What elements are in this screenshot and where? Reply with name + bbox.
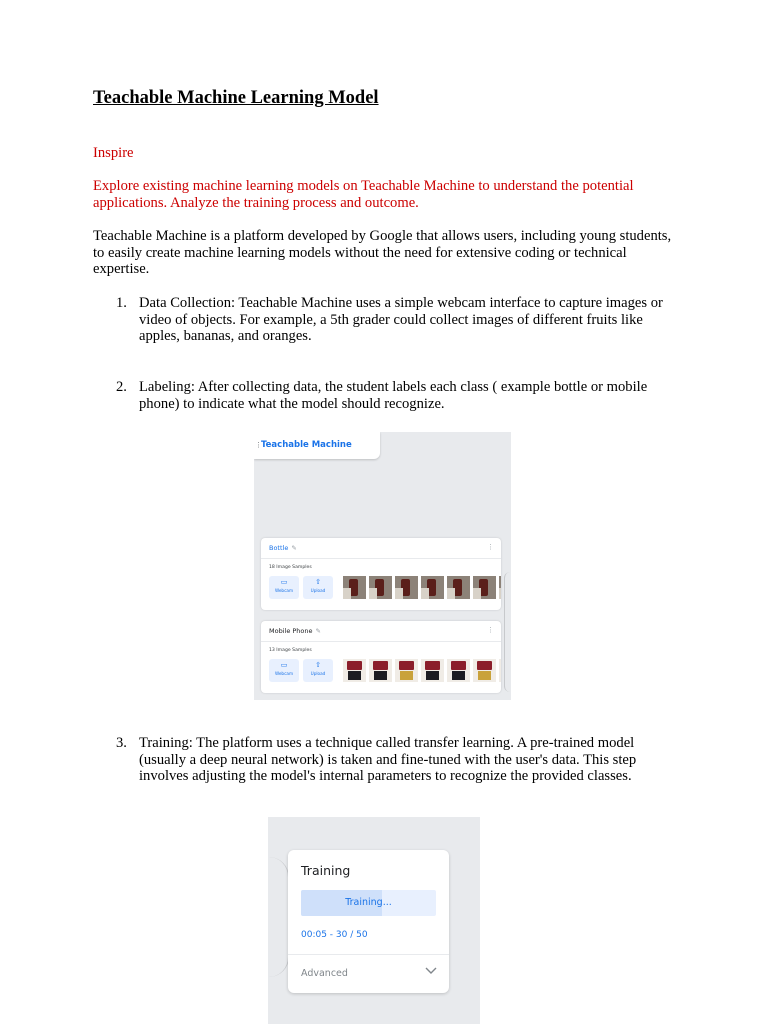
- upload-label: Upload: [310, 588, 326, 593]
- chevron-down-icon[interactable]: [425, 966, 437, 976]
- class-name[interactable]: Mobile Phone ✎: [269, 627, 321, 635]
- list-number-2: 2.: [116, 379, 127, 395]
- inspire-text: Explore existing machine learning models on Teachable Machine to understand the potential applications. Analyze the training process and outcome.: [93, 178, 634, 211]
- webcam-button[interactable]: [269, 576, 299, 599]
- document-title: Teachable Machine Learning Model: [93, 88, 379, 108]
- upload-icon: ⇧: [315, 661, 321, 669]
- sample-thumbnail[interactable]: [421, 576, 444, 599]
- sample-thumbnail[interactable]: [395, 576, 418, 599]
- upload-button[interactable]: [303, 576, 333, 599]
- list-item-training: Training: The platform uses a technique called transfer learning. A pre-trained model (usually a deep neural network) is taken and fine-tuned with the user's data. This step involves adjusting the model's internal parameters to recognize the provided classes.: [139, 735, 637, 785]
- more-options-icon[interactable]: ⋮: [487, 543, 494, 551]
- sample-thumbnail[interactable]: [343, 576, 366, 599]
- sample-thumbnail[interactable]: [369, 659, 392, 682]
- sample-thumbnail[interactable]: [343, 659, 366, 682]
- inspire-heading: Inspire: [93, 145, 134, 161]
- intro-paragraph: Teachable Machine is a platform developed by Google that allows users, including young students, to easily create machine learning models without the need for extensive coding or technical expertise.: [93, 228, 672, 278]
- sample-thumbnail[interactable]: [369, 576, 392, 599]
- sample-thumbnail[interactable]: [499, 576, 501, 599]
- list-item-data-collection: Data Collection: Teachable Machine uses a simple webcam interface to capture images or video of objects. For example, a 5th grader could collect images of different fruits like apples, bananas, and oranges.: [139, 295, 663, 345]
- webcam-icon: ▭: [280, 661, 288, 669]
- training-status-label: Training...: [345, 897, 392, 908]
- pencil-icon[interactable]: ✎: [291, 544, 297, 552]
- sample-thumbnail[interactable]: [421, 659, 444, 682]
- sample-count: 13 Image Samples: [269, 648, 312, 653]
- class-card-bottle: [261, 538, 501, 610]
- webcam-icon: ▭: [280, 578, 288, 586]
- connector-line: [504, 572, 511, 692]
- connector-line: [268, 857, 289, 977]
- upload-label: Upload: [310, 671, 326, 676]
- training-title: Training: [301, 863, 351, 878]
- training-time-epochs: 00:05 - 30 / 50: [301, 930, 368, 940]
- upload-button[interactable]: [303, 659, 333, 682]
- sample-thumbnails: [343, 659, 501, 682]
- more-options-icon[interactable]: ⋮: [487, 626, 494, 634]
- sample-thumbnail[interactable]: [499, 659, 501, 682]
- webcam-button[interactable]: [269, 659, 299, 682]
- class-card-mobile-phone: [261, 621, 501, 693]
- training-card: [288, 850, 449, 993]
- divider: [261, 558, 501, 559]
- sample-thumbnail[interactable]: [395, 659, 418, 682]
- sample-thumbnail[interactable]: [473, 659, 496, 682]
- app-title: Teachable Machine: [261, 440, 352, 450]
- pencil-icon[interactable]: ✎: [315, 627, 321, 635]
- webcam-label: Webcam: [274, 671, 294, 676]
- list-number-3: 3.: [116, 735, 127, 751]
- upload-icon: ⇧: [315, 578, 321, 586]
- divider: [261, 641, 501, 642]
- sample-thumbnail[interactable]: [447, 576, 470, 599]
- train-model-button[interactable]: [301, 890, 436, 916]
- class-name[interactable]: Bottle ✎: [269, 544, 297, 552]
- advanced-label[interactable]: Advanced: [301, 968, 348, 979]
- sample-thumbnail[interactable]: [447, 659, 470, 682]
- webcam-label: Webcam: [274, 588, 294, 593]
- training-panel-screenshot: [268, 817, 480, 1024]
- divider: [288, 954, 449, 955]
- menu-icon[interactable]: ⋮: [255, 441, 262, 449]
- list-number-1: 1.: [116, 295, 127, 311]
- list-item-labeling: Labeling: After collecting data, the student labels each class ( example bottle or mobile phone) to indicate what the model should recognize.: [139, 379, 648, 412]
- sample-thumbnail[interactable]: [473, 576, 496, 599]
- app-header: [254, 432, 380, 459]
- sample-count: 18 Image Samples: [269, 565, 312, 570]
- sample-thumbnails: [343, 576, 501, 599]
- teachable-machine-classes-screenshot: [254, 432, 511, 700]
